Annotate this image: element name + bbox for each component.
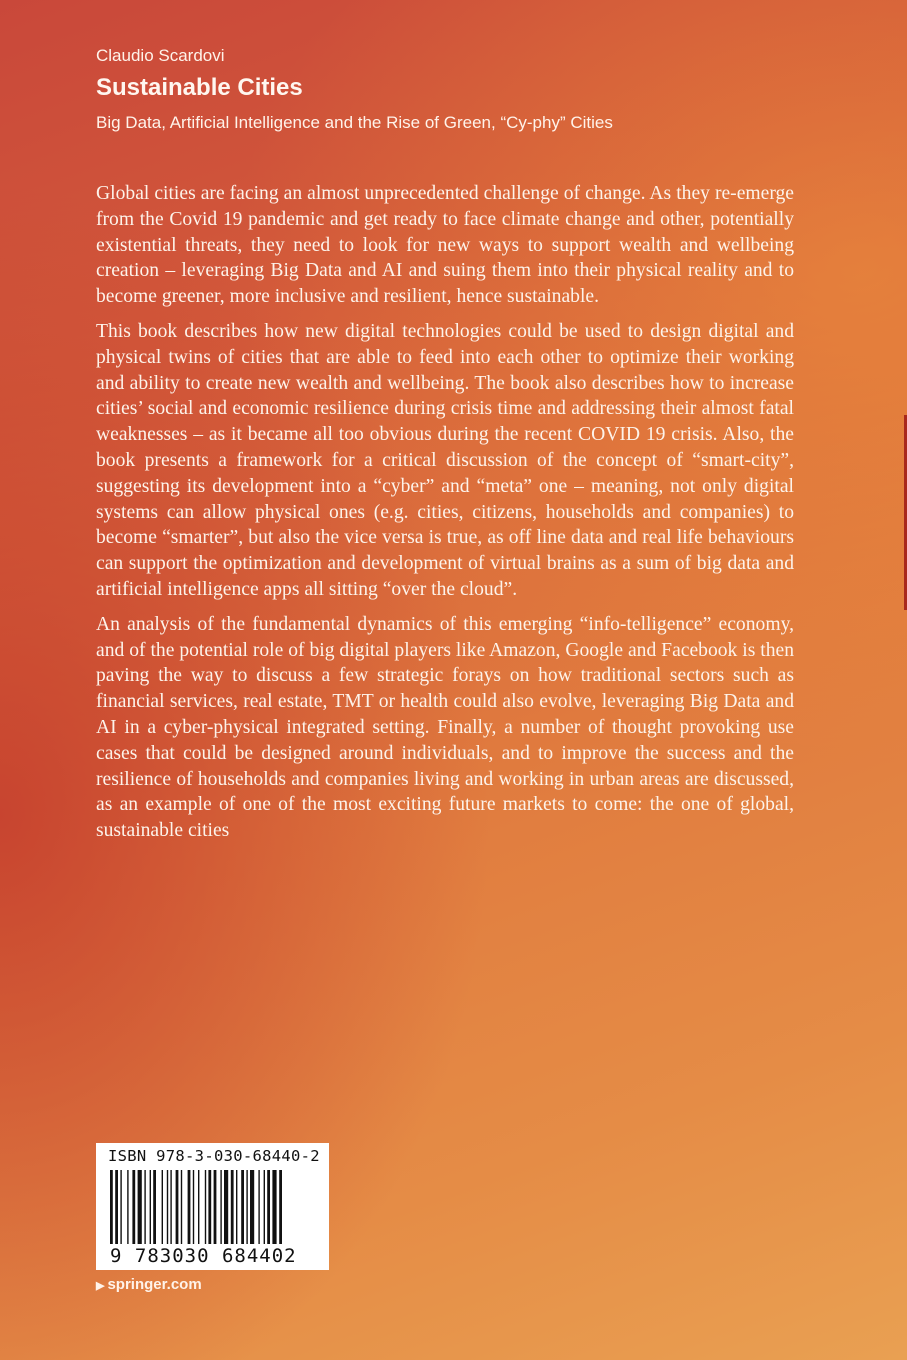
barcode-box [96,1143,329,1270]
blurb-paragraph: An analysis of the fundamental dynamics of this emerging “info-telligence” economy, and of the potential role of big digital players like Amazon, Google and Facebook is then paving the way to discuss a few strategic forays on how traditional sectors such as financial services, real estate, TMT or health could also evolve, leveraging Big Data and AI in a cyber-physical integrated setting. Finally, a number of thought provoking use cases that could be designed around individuals, and to improve the success and the resilience of households and companies living and working in urban areas are discussed, as an example of one of the most exciting future markets to come: the one of global, sustainable cities [96,613,794,842]
right-triangle-icon: ▶ [96,1280,105,1292]
blurb [96,181,794,853]
book-title: Sustainable Cities [96,74,303,101]
barcode-digits: 9 783030 684402 [110,1245,297,1267]
blurb-paragraph: This book describes how new digital technologies could be used to design digital and physical twins of cities that are able to feed into each other to optimize their working and ability to create new wealth and wellbeing. The book also describes how to increase cities’ social and economic resilience during crisis time and addressing their almost fatal weaknesses – as it became all too obvious during the recent COVID 19 crisis. Also, the book presents a framework for a critical discussion of the concept of “smart-city”, suggesting its development into a “cyber” and “meta” one – meaning, not only digital systems can allow physical ones (e.g. cities, citizens, households and companies) to become “smarter”, but also the vice versa is true, as off line data and real life behaviours can support the optimization and development of virtual brains as a sum of big data and artificial intelligence apps all sitting “over the cloud”. [96,320,794,600]
book-subtitle: Big Data, Artificial Intelligence and the Rise of Green, “Cy-phy” Cities [96,113,613,132]
blurb-paragraph: Global cities are facing an almost unprecedented challenge of change. As they re-emerge from the Covid 19 pandemic and get ready to face climate change and other, potentially existential threats, they need to look for new ways to support wealth and wellbeing creation – leveraging Big Data and AI and suing them into their physical reality and to become greener, more inclusive and resilient, hence sustainable. [96,183,794,308]
isbn-label: ISBN 978-3-030-68440-2 [108,1147,320,1165]
publisher-url: springer.com [107,1276,202,1293]
author-name: Claudio Scardovi [96,46,225,65]
publisher-link[interactable] [96,1276,202,1293]
barcode-icon [106,1170,318,1246]
